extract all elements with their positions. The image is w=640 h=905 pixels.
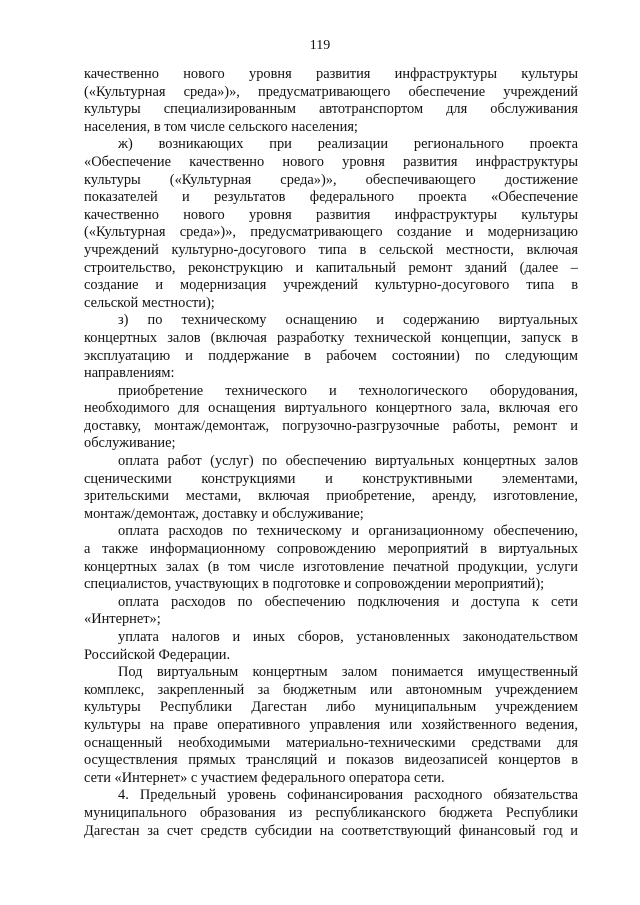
text-line: направлениям: xyxy=(84,365,175,382)
text-line: уплата налогов и иных сборов, установленных законодательством xyxy=(118,629,578,645)
text-line: оплата работ (услуг) по обеспечению виртуальных концертных залов xyxy=(118,453,578,470)
text-line: сценическими конструкциями и конструктивными элементами, xyxy=(84,470,578,487)
text-line: оплата расходов по техническому и организационному обеспечению, xyxy=(118,523,578,540)
text-line: специалистов, участвующих в подготовке и сопровождении мероприятий); xyxy=(84,576,545,593)
text-line: культуры специализированным автотранспортом для обслуживания xyxy=(84,101,578,118)
text-line: 4. Предельный уровень софинансирования расходного обязательства xyxy=(118,787,578,804)
text-line: сети «Интернет» с участием федерального оператора сети. xyxy=(84,769,445,786)
text-line: Российской Федерации. xyxy=(84,646,231,663)
text-line: культуры («Культурная среда»)», обеспечивающего достижение xyxy=(84,171,578,188)
text-line: учреждений культурно-досугового типа в сельской местности, включая xyxy=(84,241,578,258)
text-line: ж) возникающих при реализации регионального проекта xyxy=(118,136,578,153)
text-line: эксплуатацию и поддержание в рабочем состоянии) по следующим xyxy=(84,347,578,364)
text-line: сельской местности); xyxy=(84,294,215,311)
text-line: муниципального образования из республиканского бюджета Республики xyxy=(84,804,578,821)
text-line: оснащенный необходимыми материально-техническими средствами для xyxy=(84,734,578,751)
text-line: «Интернет»; xyxy=(84,611,161,628)
text-line: доставку, монтаж/демонтаж, погрузочно-разгрузочные работы, ремонт и xyxy=(84,417,578,434)
text-line: а также информационному сопровождению мероприятий в виртуальных xyxy=(84,541,578,558)
text-line: («Культурная среда»)», предусматривающего создание и модернизацию xyxy=(84,224,578,241)
text-line: Под виртуальным концертным залом понимается имущественный xyxy=(118,664,578,681)
text-line: населения, в том числе сельского населения; xyxy=(84,118,358,135)
text-line: качественно нового уровня развития инфраструктуры культуры xyxy=(84,66,578,82)
text-line: концертных залах (в том числе изготовление печатной продукции, услуги xyxy=(84,558,578,575)
text-line: необходимого для оснащения виртуального концертного зала, включая его xyxy=(84,400,578,417)
text-line: качественно нового уровня развития инфраструктуры культуры xyxy=(84,206,578,223)
text-line: зрительскими местами, включая приобретение, аренду, изготовление, xyxy=(84,488,578,505)
text-line: обслуживание; xyxy=(84,435,176,452)
page-number: 119 xyxy=(309,38,331,53)
text-line: приобретение технического и технологического оборудования, xyxy=(118,382,578,399)
text-line: («Культурная среда»)», предусматривающего обеспечение учреждений xyxy=(84,83,578,100)
text-line: оплата расходов по обеспечению подключения и доступа к сети xyxy=(118,593,578,610)
text-line: культуры на праве оперативного управления или хозяйственного ведения, xyxy=(84,716,578,733)
text-line: строительство, реконструкцию и капитальный ремонт зданий (далее – xyxy=(84,259,578,276)
text-line: Дагестан за счет средств субсидии на соответствующий финансовый год и xyxy=(84,822,578,839)
text-line: з) по техническому оснащению и содержанию виртуальных xyxy=(118,312,578,329)
text-line: «Обеспечение качественно нового уровня развития инфраструктуры xyxy=(84,153,578,170)
text-line: культуры Республики Дагестан либо муниципальным учреждением xyxy=(84,699,578,716)
text-line: комплекс, закрепленный за бюджетным или автономным учреждением xyxy=(84,681,578,698)
text-line: показателей и результатов федерального проекта «Обеспечение xyxy=(84,189,578,206)
text-line: концертных залов (включая разработку технической концепции, запуск в xyxy=(84,329,578,346)
document-body xyxy=(84,66,578,840)
text-line: осуществления прямых трансляций и показов видеозаписей концертов в xyxy=(84,752,578,769)
text-line: создание и модернизация учреждений культурно-досугового типа в xyxy=(84,277,578,294)
text-line: монтаж/демонтаж, доставку и обслуживание; xyxy=(84,505,364,522)
